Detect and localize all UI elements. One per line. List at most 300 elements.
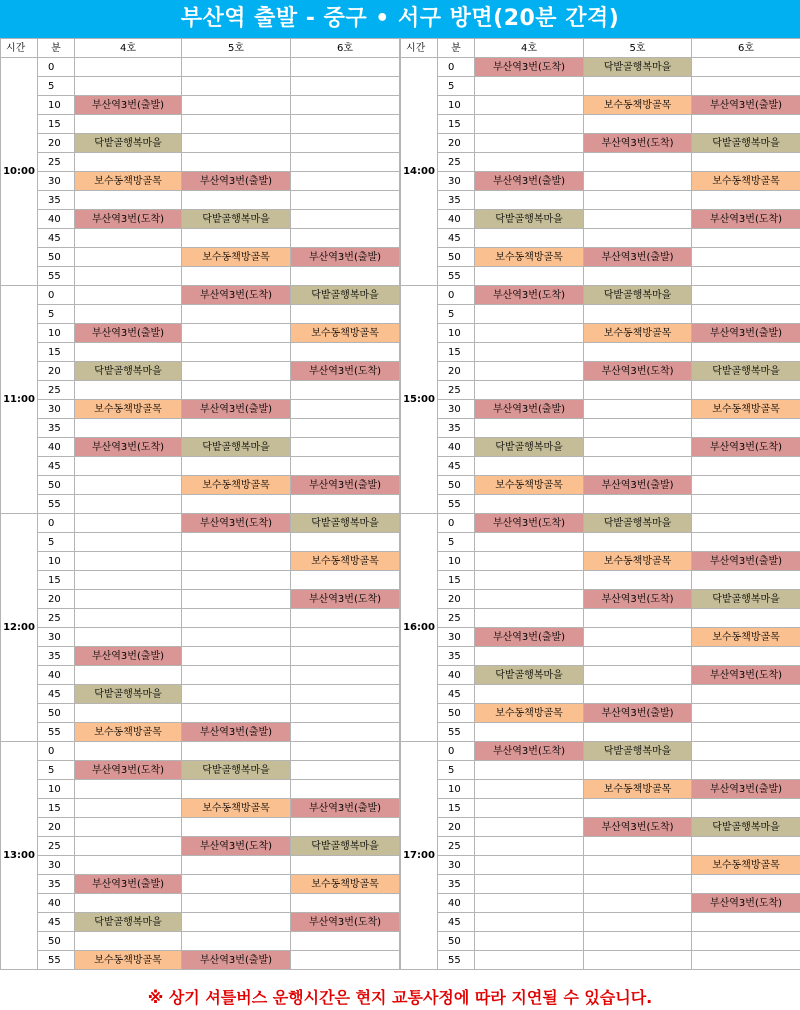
empty-cell [75,381,182,400]
empty-cell [475,77,584,96]
stop-cell: 보수동책방골목 [692,172,800,191]
minute-cell: 5 [38,761,75,780]
minute-cell: 10 [38,780,75,799]
empty-cell [75,856,182,875]
empty-cell [182,704,291,723]
empty-cell [692,191,800,210]
minute-cell: 35 [38,647,75,666]
minute-cell: 50 [38,932,75,951]
minute-cell: 35 [38,875,75,894]
empty-cell [584,305,692,324]
empty-cell [291,628,400,647]
table-row [401,894,800,913]
table-row [1,324,400,343]
stop-cell: 부산역3번(도착) [291,913,400,932]
minute-cell: 10 [438,780,475,799]
table-row [401,571,800,590]
table-row [1,115,400,134]
stop-cell: 부산역3번(출발) [75,647,182,666]
minute-cell: 5 [438,77,475,96]
table-row [1,457,400,476]
table-row [401,362,800,381]
stop-cell: 부산역3번(도착) [692,666,800,685]
empty-cell [291,856,400,875]
hour-cell: 10:00 [1,58,38,286]
table-row [1,780,400,799]
hour-cell: 14:00 [401,58,438,286]
empty-cell [692,267,800,286]
table-row [1,685,400,704]
table-row [401,58,800,77]
empty-cell [291,343,400,362]
empty-cell [182,267,291,286]
empty-cell [584,951,692,970]
empty-cell [475,647,584,666]
empty-cell [75,628,182,647]
stop-cell: 부산역3번(도착) [475,58,584,77]
table-row [401,780,800,799]
empty-cell [291,267,400,286]
stop-cell: 부산역3번(출발) [75,324,182,343]
table-row [401,305,800,324]
empty-cell [75,115,182,134]
empty-cell [182,58,291,77]
hour-cell: 13:00 [1,742,38,970]
minute-cell: 5 [438,305,475,324]
empty-cell [182,666,291,685]
empty-cell [584,438,692,457]
stop-cell: 부산역3번(출발) [692,96,800,115]
empty-cell [75,799,182,818]
empty-cell [182,647,291,666]
hour-cell: 16:00 [401,514,438,742]
empty-cell [75,419,182,438]
empty-cell [75,533,182,552]
minute-cell: 15 [38,343,75,362]
empty-cell [584,609,692,628]
empty-cell [584,685,692,704]
minute-cell: 25 [438,609,475,628]
empty-cell [291,153,400,172]
minute-cell: 35 [438,875,475,894]
empty-cell [584,267,692,286]
empty-cell [182,533,291,552]
empty-cell [692,799,800,818]
table-row [401,324,800,343]
table-row [401,172,800,191]
empty-cell [182,628,291,647]
table-row [1,723,400,742]
minute-cell: 30 [438,856,475,875]
minute-cell: 20 [438,134,475,153]
stop-cell: 보수동책방골목 [475,704,584,723]
empty-cell [182,134,291,153]
empty-cell [75,609,182,628]
empty-cell [291,495,400,514]
stop-cell: 보수동책방골목 [291,324,400,343]
table-row [401,951,800,970]
minute-cell: 5 [438,533,475,552]
empty-cell [182,571,291,590]
empty-cell [584,894,692,913]
table-row [1,818,400,837]
empty-cell [475,609,584,628]
empty-cell [692,343,800,362]
table-row [401,514,800,533]
empty-cell [692,913,800,932]
empty-cell [692,419,800,438]
minute-cell: 50 [438,248,475,267]
empty-cell [475,96,584,115]
empty-cell [182,552,291,571]
minute-cell: 35 [438,419,475,438]
table-row [401,875,800,894]
minute-cell: 15 [438,343,475,362]
empty-cell [182,609,291,628]
stop-cell: 부산역3번(도착) [584,590,692,609]
empty-cell [291,115,400,134]
empty-cell [75,590,182,609]
stop-cell: 닥밭골행복마을 [75,685,182,704]
empty-cell [584,77,692,96]
empty-cell [75,457,182,476]
empty-cell [475,875,584,894]
empty-cell [182,343,291,362]
empty-cell [475,533,584,552]
table-row [1,894,400,913]
header-bus5: 5호 [182,39,291,58]
minute-cell: 30 [438,628,475,647]
stop-cell: 부산역3번(출발) [291,799,400,818]
stop-cell: 닥밭골행복마을 [584,286,692,305]
minute-cell: 10 [438,552,475,571]
empty-cell [475,780,584,799]
stop-cell: 닥밭골행복마을 [182,210,291,229]
minute-cell: 35 [438,647,475,666]
minute-cell: 25 [438,153,475,172]
table-row [401,742,800,761]
empty-cell [291,58,400,77]
stop-cell: 부산역3번(도착) [692,210,800,229]
empty-cell [75,552,182,571]
minute-cell: 45 [38,457,75,476]
empty-cell [182,191,291,210]
empty-cell [584,666,692,685]
table-row [401,647,800,666]
empty-cell [692,609,800,628]
table-row [401,932,800,951]
stop-cell: 부산역3번(도착) [291,362,400,381]
stop-cell: 보수동책방골목 [182,248,291,267]
table-row [1,495,400,514]
minute-cell: 20 [38,362,75,381]
stop-cell: 보수동책방골목 [291,875,400,894]
table-row [401,913,800,932]
minute-cell: 50 [438,704,475,723]
minute-cell: 55 [438,951,475,970]
empty-cell [475,191,584,210]
table-row [1,286,400,305]
table-row [1,704,400,723]
empty-cell [475,495,584,514]
stop-cell: 보수동책방골목 [75,723,182,742]
empty-cell [475,343,584,362]
empty-cell [584,723,692,742]
header-bus6: 6호 [291,39,400,58]
minute-cell: 30 [38,628,75,647]
table-row [401,495,800,514]
empty-cell [291,932,400,951]
minute-cell: 40 [38,894,75,913]
minute-cell: 10 [438,324,475,343]
minute-cell: 5 [38,305,75,324]
minute-cell: 0 [438,58,475,77]
table-row [1,571,400,590]
stop-cell: 부산역3번(출발) [692,780,800,799]
stop-cell: 부산역3번(도착) [75,210,182,229]
empty-cell [75,343,182,362]
empty-cell [182,875,291,894]
empty-cell [692,115,800,134]
empty-cell [692,723,800,742]
empty-cell [291,229,400,248]
empty-cell [584,799,692,818]
empty-cell [291,96,400,115]
stop-cell: 부산역3번(도착) [75,438,182,457]
empty-cell [584,837,692,856]
empty-cell [475,153,584,172]
stop-cell: 부산역3번(출발) [291,248,400,267]
table-row [401,476,800,495]
stop-cell: 부산역3번(출발) [692,324,800,343]
empty-cell [475,381,584,400]
table-row [1,381,400,400]
table-row [1,590,400,609]
minute-cell: 20 [438,818,475,837]
empty-cell [291,400,400,419]
empty-cell [584,419,692,438]
empty-cell [291,742,400,761]
minute-cell: 15 [438,115,475,134]
minute-cell: 5 [38,533,75,552]
stop-cell: 보수동책방골목 [692,400,800,419]
minute-cell: 50 [438,932,475,951]
table-row [1,856,400,875]
minute-cell: 40 [438,438,475,457]
minute-cell: 55 [38,723,75,742]
header-bus6: 6호 [692,39,800,58]
stop-cell: 닥밭골행복마을 [475,438,584,457]
table-row [1,951,400,970]
empty-cell [182,457,291,476]
empty-cell [584,913,692,932]
table-row [401,153,800,172]
empty-cell [692,932,800,951]
stop-cell: 부산역3번(출발) [75,96,182,115]
empty-cell [475,799,584,818]
minute-cell: 30 [438,172,475,191]
minute-cell: 20 [438,362,475,381]
empty-cell [291,172,400,191]
empty-cell [692,571,800,590]
minute-cell: 25 [38,381,75,400]
stop-cell: 닥밭골행복마을 [692,818,800,837]
minute-cell: 10 [38,96,75,115]
minute-cell: 10 [38,324,75,343]
header-bus4: 4호 [475,39,584,58]
minute-cell: 10 [38,552,75,571]
stop-cell: 부산역3번(출발) [475,400,584,419]
empty-cell [182,685,291,704]
table-row [1,666,400,685]
stop-cell: 부산역3번(도착) [475,286,584,305]
table-row [1,533,400,552]
empty-cell [291,191,400,210]
empty-cell [475,134,584,153]
stop-cell: 부산역3번(출발) [291,476,400,495]
stop-cell: 닥밭골행복마을 [291,514,400,533]
table-row [401,628,800,647]
minute-cell: 15 [38,571,75,590]
empty-cell [291,438,400,457]
minute-cell: 30 [38,400,75,419]
stop-cell: 부산역3번(출발) [182,723,291,742]
table-row [401,115,800,134]
table-row [401,552,800,571]
table-row [1,628,400,647]
stop-cell: 닥밭골행복마을 [475,666,584,685]
minute-cell: 25 [38,609,75,628]
stop-cell: 보수동책방골목 [584,96,692,115]
stop-cell: 부산역3번(출발) [475,172,584,191]
empty-cell [291,381,400,400]
empty-cell [75,77,182,96]
empty-cell [475,951,584,970]
minute-cell: 30 [38,856,75,875]
empty-cell [475,305,584,324]
empty-cell [75,666,182,685]
stop-cell: 부산역3번(도착) [475,742,584,761]
empty-cell [291,210,400,229]
minute-cell: 55 [438,495,475,514]
table-row [1,362,400,381]
stop-cell: 부산역3번(출발) [692,552,800,571]
empty-cell [475,590,584,609]
table-row [1,248,400,267]
header-bus4: 4호 [75,39,182,58]
table-row [1,742,400,761]
minute-cell: 45 [38,229,75,248]
stop-cell: 부산역3번(출발) [182,400,291,419]
empty-cell [584,571,692,590]
empty-cell [291,666,400,685]
minute-cell: 10 [438,96,475,115]
table-row [401,400,800,419]
empty-cell [291,419,400,438]
empty-cell [475,685,584,704]
empty-cell [291,571,400,590]
empty-cell [475,229,584,248]
empty-cell [584,153,692,172]
minute-cell: 35 [438,191,475,210]
minute-cell: 40 [38,438,75,457]
table-row [401,343,800,362]
empty-cell [692,305,800,324]
empty-cell [291,685,400,704]
schedule-table-right [400,38,800,970]
table-row [1,267,400,286]
empty-cell [692,77,800,96]
empty-cell [75,780,182,799]
empty-cell [291,609,400,628]
table-row [401,438,800,457]
table-row [401,210,800,229]
empty-cell [692,495,800,514]
minute-cell: 20 [38,134,75,153]
table-row [401,856,800,875]
stop-cell: 보수동책방골목 [475,248,584,267]
minute-cell: 0 [38,286,75,305]
empty-cell [475,552,584,571]
empty-cell [182,362,291,381]
empty-cell [692,647,800,666]
minute-cell: 55 [438,267,475,286]
empty-cell [75,229,182,248]
minute-cell: 5 [438,761,475,780]
empty-cell [182,419,291,438]
table-row [401,666,800,685]
empty-cell [291,761,400,780]
minute-cell: 20 [38,590,75,609]
table-row [1,305,400,324]
empty-cell [584,628,692,647]
empty-cell [692,951,800,970]
table-row [401,685,800,704]
minute-cell: 15 [38,115,75,134]
stop-cell: 보수동책방골목 [584,780,692,799]
stop-cell: 부산역3번(도착) [692,894,800,913]
minute-cell: 45 [38,913,75,932]
stop-cell: 닥밭골행복마을 [182,761,291,780]
empty-cell [692,514,800,533]
stop-cell: 닥밭골행복마을 [182,438,291,457]
hour-cell: 11:00 [1,286,38,514]
empty-cell [475,932,584,951]
table-row [1,552,400,571]
page-title: 부산역 출발 - 중구 • 서구 방면(20분 간격) [0,0,800,38]
table-row [401,267,800,286]
minute-cell: 25 [38,153,75,172]
minute-cell: 55 [38,951,75,970]
stop-cell: 보수동책방골목 [475,476,584,495]
empty-cell [475,818,584,837]
empty-cell [692,875,800,894]
table-row [1,837,400,856]
empty-cell [182,913,291,932]
table-row [1,343,400,362]
stop-cell: 닥밭골행복마을 [291,837,400,856]
empty-cell [291,723,400,742]
header-row [401,39,800,58]
table-row [1,229,400,248]
stop-cell: 닥밭골행복마을 [692,134,800,153]
empty-cell [584,875,692,894]
minute-cell: 0 [438,514,475,533]
minute-cell: 35 [38,191,75,210]
stop-cell: 부산역3번(도착) [475,514,584,533]
empty-cell [75,495,182,514]
table-row [401,761,800,780]
